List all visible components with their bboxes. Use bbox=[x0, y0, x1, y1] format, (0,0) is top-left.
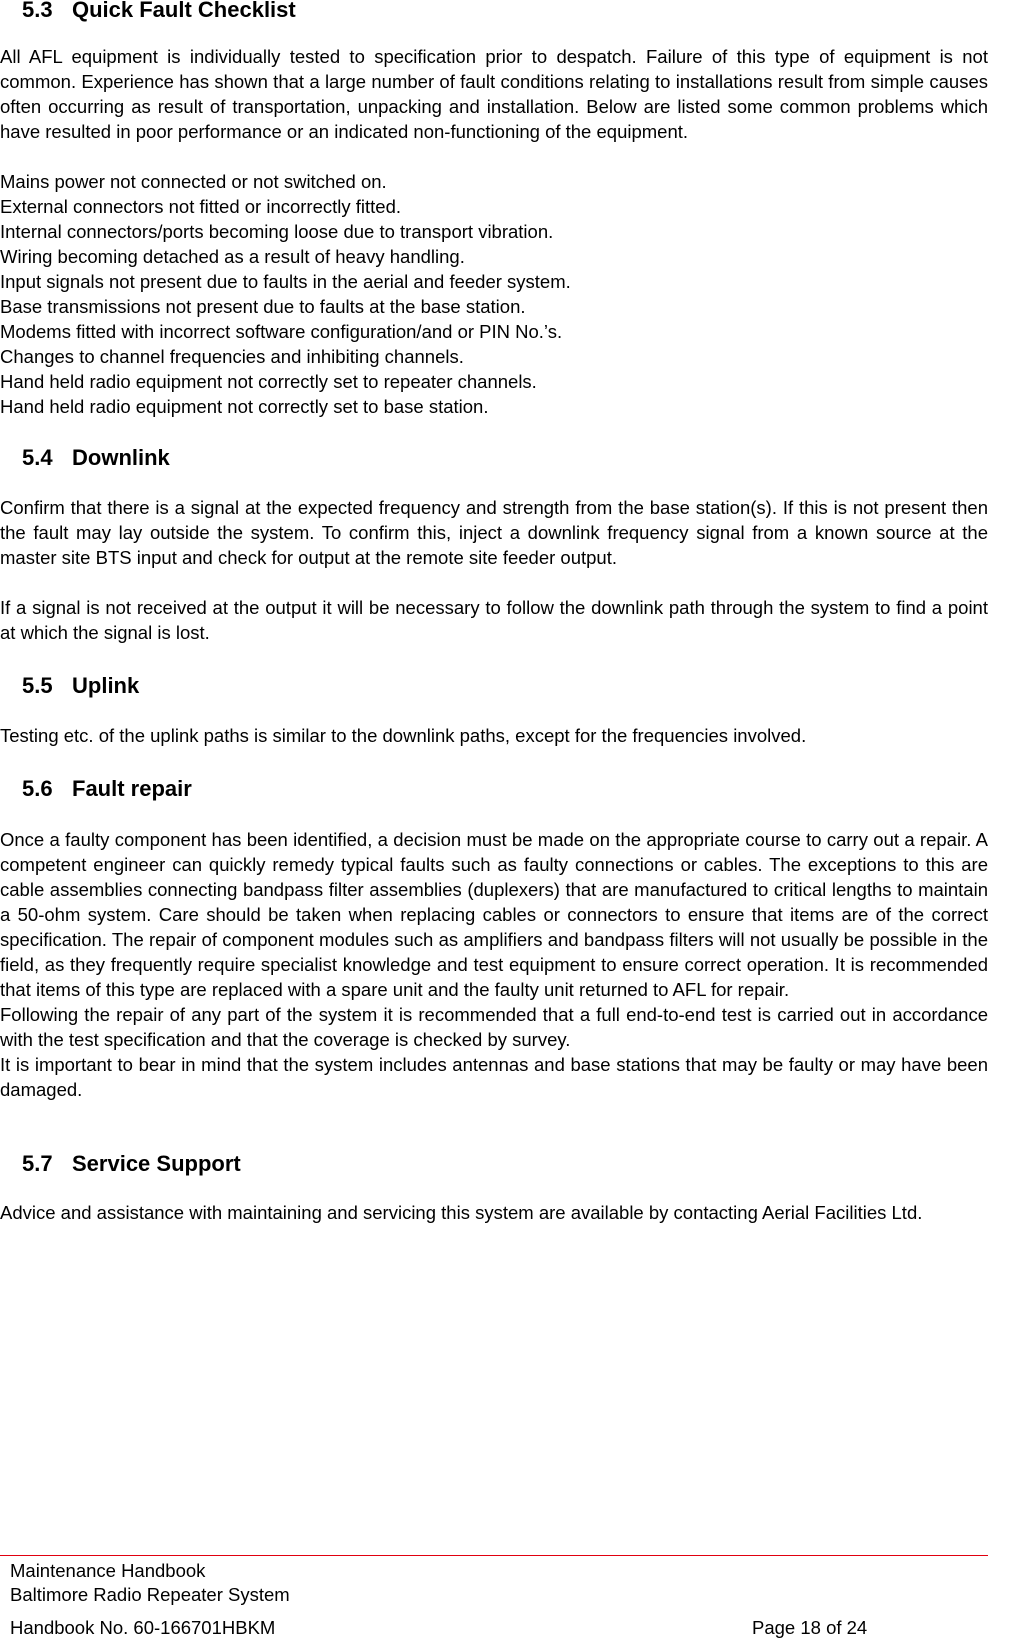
section-heading-fault-repair bbox=[0, 776, 988, 802]
footer-page-number: Page 18 of 24 bbox=[752, 1617, 868, 1638]
list-item: Modems fitted with incorrect software configuration/and or PIN No.’s. bbox=[0, 321, 563, 342]
fault-checklist bbox=[0, 169, 988, 419]
section-number: 5.7 bbox=[22, 1151, 53, 1176]
footer-handbook-title: Maintenance Handbook bbox=[10, 1560, 206, 1581]
section-number: 5.3 bbox=[22, 0, 53, 22]
checklist-intro-paragraph: All AFL equipment is individually tested to specification prior to despatch. Failure of this type of equipment is not common. Experience has shown that a large number of fault conditions relating to installations result from simple causes often occurring as result of transportation, unpacking and installation. Below are listed some common problems which have resulted in poor performance or an indicated non-functioning of the equipment. bbox=[0, 46, 988, 142]
section-heading-service-support bbox=[0, 1151, 988, 1177]
list-item: Wiring becoming detached as a result of heavy handling. bbox=[0, 246, 465, 267]
footer-system-name: Baltimore Radio Repeater System bbox=[10, 1584, 290, 1605]
fault-repair-paragraph: Once a faulty component has been identified, a decision must be made on the appropriate course to carry out a repair. A competent engineer can quickly remedy typical faults such as faulty connections or cables. The exceptions to this are cable assemblies connecting bandpass filter assemblies (duplexers) that are manufactured to critical lengths to maintain a 50-ohm system. Care should be taken when replacing cables or connectors to ensure that items are of the correct specification. The repair of component modules such as amplifiers and bandpass filters will not usually be possible in the field, as they frequently require specialist knowledge and test equipment to ensure correct operation. It is recommended that items of this type are replaced with a spare unit and the faulty unit returned to AFL for repair. bbox=[0, 829, 988, 1000]
downlink-paragraph: If a signal is not received at the output it will be necessary to follow the downlink path through the system to find a point at which the signal is lost. bbox=[0, 597, 988, 643]
footer-divider bbox=[0, 1555, 988, 1556]
list-item: Hand held radio equipment not correctly set to repeater channels. bbox=[0, 371, 537, 392]
page-footer bbox=[10, 1559, 988, 1640]
fault-repair-paragraph: Following the repair of any part of the system it is recommended that a full end-to-end test is carried out in accordance with the test specification and that the coverage is checked by survey. bbox=[0, 1004, 988, 1050]
uplink-paragraph: Testing etc. of the uplink paths is similar to the downlink paths, except for the frequencies involved. bbox=[0, 725, 807, 746]
footer-reference-line bbox=[10, 1616, 988, 1640]
section-title: Service Support bbox=[72, 1151, 241, 1176]
section-title: Uplink bbox=[72, 673, 140, 698]
list-item: Hand held radio equipment not correctly set to base station. bbox=[0, 396, 489, 417]
section-number: 5.6 bbox=[22, 776, 53, 801]
footer-handbook-number: Handbook No. 60-166701HBKM bbox=[10, 1617, 276, 1638]
section-title: Downlink bbox=[72, 445, 170, 470]
section-number: 5.5 bbox=[22, 673, 53, 698]
list-item: Base transmissions not present due to faults at the base station. bbox=[0, 296, 526, 317]
list-item: Mains power not connected or not switched on. bbox=[0, 171, 387, 192]
section-heading-uplink bbox=[0, 673, 988, 699]
section-title: Fault repair bbox=[72, 776, 192, 801]
list-item: Input signals not present due to faults in the aerial and feeder system. bbox=[0, 271, 571, 292]
downlink-paragraph: Confirm that there is a signal at the expected frequency and strength from the base station(s). If this is not present then the fault may lay outside the system. To confirm this, inject a downlink frequency signal from a known source at the master site BTS input and check for output at the remote site feeder output. bbox=[0, 497, 988, 568]
list-item: External connectors not fitted or incorrectly fitted. bbox=[0, 196, 402, 217]
section-title: Quick Fault Checklist bbox=[72, 0, 296, 22]
list-item: Changes to channel frequencies and inhibiting channels. bbox=[0, 346, 464, 367]
section-number: 5.4 bbox=[22, 445, 53, 470]
section-heading-quick-fault-checklist bbox=[0, 0, 988, 23]
section-heading-downlink bbox=[0, 445, 988, 471]
list-item: Internal connectors/ports becoming loose due to transport vibration. bbox=[0, 221, 554, 242]
service-support-paragraph: Advice and assistance with maintaining and servicing this system are available by contacting Aerial Facilities Ltd. bbox=[0, 1202, 923, 1223]
fault-repair-paragraph: It is important to bear in mind that the system includes antennas and base stations that may be faulty or may have been damaged. bbox=[0, 1054, 988, 1100]
